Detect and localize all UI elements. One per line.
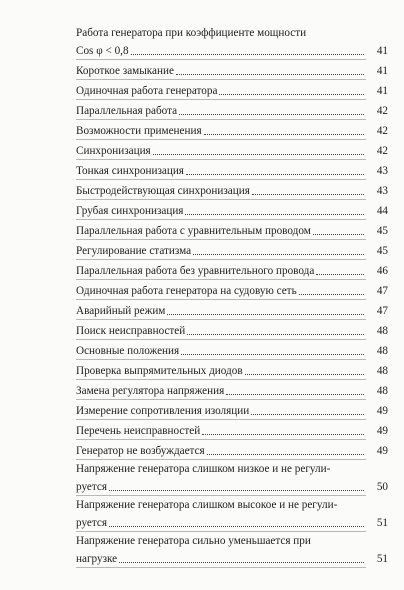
dot-leader [185,214,364,215]
toc-entry-title: Основные положения [76,345,180,357]
dot-leader [131,54,364,55]
toc-page-number: 43 [376,185,388,197]
toc-entry[interactable] [76,360,388,378]
toc-entry[interactable] [76,420,388,438]
toc-entry[interactable] [76,160,388,178]
toc-page-number: 49 [376,445,388,457]
toc-entry-title-cont: руется [76,481,107,493]
toc-entry-title: Напряжение генератора слишком высокое и не регули- [76,499,338,511]
toc-page-number: 51 [376,553,388,565]
dot-leader [119,562,364,563]
dot-leader [202,434,364,435]
toc-entry-title: Грубая синхронизация [76,205,184,217]
toc-entry[interactable] [76,200,388,218]
toc-entry-title: Одиночная работа генератора [76,85,218,97]
toc-page-number: 44 [376,205,388,217]
dot-leader [186,174,364,175]
toc-entry-title: Измерение сопротивления изоляции [76,405,250,417]
dot-leader [316,274,364,275]
toc-page-number: 45 [376,245,388,257]
toc-entry-title: Параллельная работа [76,105,178,117]
toc-entry[interactable] [76,140,388,158]
toc-page-number: 41 [376,85,388,97]
dot-leader [252,194,364,195]
toc-entry-title: Напряжение генератора сильно уменьшается при [76,535,311,547]
toc-page-number: 42 [376,145,388,157]
toc-entry[interactable] [76,460,388,494]
toc-entry-title: Одиночная работа генератора на судовую сеть [76,285,297,297]
toc-entry-title: Напряжение генератора слишком низкое и не регули- [76,463,331,475]
toc-entry-title: Аварийный режим [76,305,166,317]
toc-entry-title: Короткое замыкание [76,65,174,77]
toc-entry[interactable] [76,24,388,58]
dot-leader [153,154,364,155]
toc-entry-title: Поиск неисправностей [76,325,186,337]
toc-entry[interactable] [76,120,388,138]
toc-entry[interactable] [76,100,388,118]
toc-entry-title: Генератор не возбуждается [76,445,205,457]
toc-entry[interactable] [76,220,388,238]
toc-entry[interactable] [76,340,388,358]
toc-entry-title-cont: руется [76,517,107,529]
toc-page-number: 45 [376,225,388,237]
toc-entry[interactable] [76,280,388,298]
dot-leader [109,526,364,527]
toc-page-number: 51 [376,517,388,529]
toc-entry-title: Быстродействующая синхронизация [76,185,250,197]
dot-leader [251,414,364,415]
toc-entry-title-cont: Cos φ < 0,8 [76,45,129,57]
toc-entry[interactable] [76,400,388,418]
dot-leader [207,454,364,455]
dot-leader [226,394,364,395]
toc-entry[interactable] [76,380,388,398]
table-of-contents [76,24,388,568]
dot-leader [219,94,364,95]
toc-entry-title: Перечень неисправностей [76,425,201,437]
dot-leader [176,74,364,75]
dot-leader [245,374,364,375]
dot-leader [187,334,364,335]
toc-page-number: 41 [376,45,388,57]
toc-entry-title: Тонкая синхронизация [76,165,184,177]
toc-page-number: 50 [376,481,388,493]
toc-page-number: 47 [376,305,388,317]
toc-page-number: 47 [376,285,388,297]
dot-leader [313,234,364,235]
toc-entry[interactable] [76,440,388,458]
toc-entry-title: Замена регулятора напряжения [76,385,225,397]
toc-entry[interactable] [76,532,388,566]
toc-page-number: 43 [376,165,388,177]
dot-leader [179,114,364,115]
toc-entry-title: Параллельная работа с уравнительным проводом [76,225,311,237]
toc-page-number: 48 [376,385,388,397]
toc-entry-title: Параллельная работа без уравнительного провода [76,265,315,277]
toc-page-number: 49 [376,405,388,417]
toc-page-number: 42 [376,105,388,117]
dot-leader [204,134,364,135]
toc-entry[interactable] [76,240,388,258]
toc-page-number: 42 [376,125,388,137]
toc-page-number: 49 [376,425,388,437]
toc-page-number: 41 [376,65,388,77]
toc-entry-title: Возможности применения [76,125,202,137]
dot-leader [109,490,364,491]
toc-page-number: 48 [376,325,388,337]
toc-entry[interactable] [76,60,388,78]
toc-entry[interactable] [76,320,388,338]
toc-entry[interactable] [76,300,388,318]
toc-entry[interactable] [76,180,388,198]
dot-leader [167,314,364,315]
toc-entry-title-cont: нагрузке [76,553,118,565]
toc-entry[interactable] [76,80,388,98]
dot-leader [193,254,364,255]
toc-entry[interactable] [76,496,388,530]
toc-page-number: 48 [376,345,388,357]
toc-page-number: 46 [376,265,388,277]
toc-entry-title: Регулирование статизма [76,245,192,257]
toc-entry[interactable] [76,260,388,278]
dot-leader [181,354,364,355]
toc-entry-title: Синхронизация [76,145,151,157]
dot-leader [299,294,364,295]
toc-entry-title: Проверка выпрямительных диодов [76,365,243,377]
separator [76,567,366,568]
toc-entry-title: Работа генератора при коэффициенте мощности [76,27,307,39]
toc-page-number: 48 [376,365,388,377]
